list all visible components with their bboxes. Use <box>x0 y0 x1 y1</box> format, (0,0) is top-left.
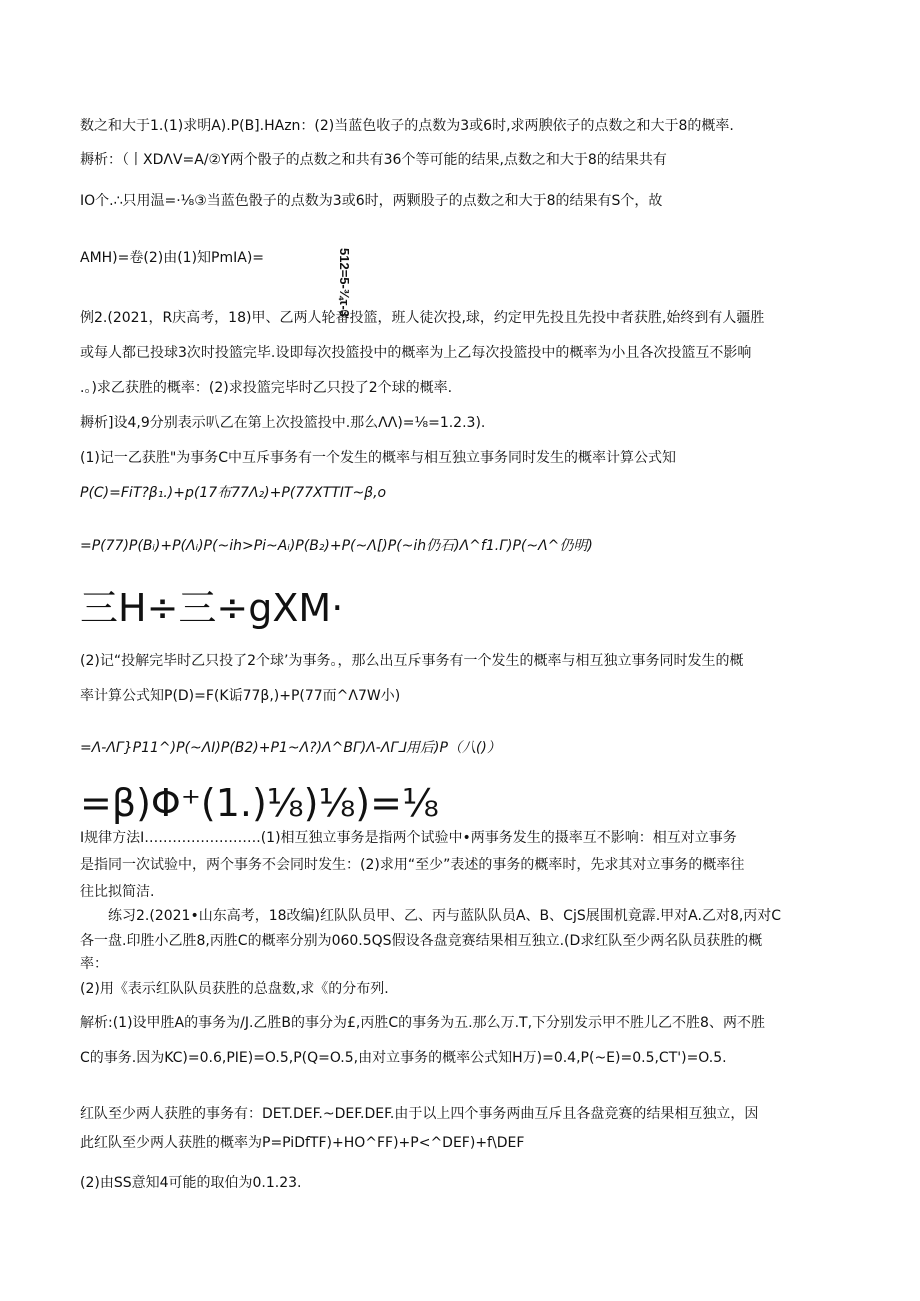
text-line: 数之和大于1.(1)求明A).P(B].HAzn：(2)当蓝色收子的点数为3或6时,求两腴依子的点数之和大于8的概率. <box>80 118 734 134</box>
text-line: 率： <box>80 956 108 972</box>
text-line: (2)由SS意知4可能的取伯为0.1.23. <box>80 1175 302 1191</box>
text-line: (2)用《表示红队队员获胜的总盘数,求《的分布列. <box>80 981 389 997</box>
text-line: .。)求乙获胜的概率：(2)求投篮完毕时乙只投了2个球的概率. <box>80 380 453 396</box>
text-line: 或每人都已投球3次时投篮完毕.设即每次投篮投中的概率为上乙每次投篮投中的概率为小且各次投篮互不影响 <box>80 345 752 361</box>
text-line: 耨析：（丨XDΛV=A/②Y两个骰子的点数之和共有36个等可能的结果,点数之和大于8的结果共有 <box>80 152 667 168</box>
text-line: (1)记一乙获胜"为事务C中互斥事务有一个发生的概率与相互独立事务同时发生的概率计算公式知 <box>80 450 677 466</box>
large-formula: =β)Φ⁺(1.)⅛)⅛)=⅛ <box>80 781 439 825</box>
text-line: 率计算公式知P(D)=F(K诟77β,)+P(77而^Λ7W小) <box>80 688 401 704</box>
text-line: 解析:(1)设甲胜A的事务为/J.乙胜B的事分为£,丙胜C的事务为五.那么万.T,下分别发示甲不胜儿乙不胜8、两不胜 <box>80 1015 765 1031</box>
text-line: 往比拟简洁. <box>80 884 155 900</box>
text-line: IO个.∴只用温=·⅛③当蓝色骰子的点数为3或6时，两颗股子的点数之和大于8的结果有S个，故 <box>80 193 663 209</box>
text-line: (2)记“投解完毕时乙只投了2个球’为事务。，那么出互斥事务有一个发生的概率与相互独立事务同时发生的概 <box>80 653 744 669</box>
formula-line: =P(77)P(Bᵢ)+P(Λᵢ)P(~ih>Pi~Aᵢ)P(B₂)+P(~Λ[)P(~ih仍石)Λ^f1.Γ)P(~Λ^仍明) <box>80 538 593 554</box>
text-line: C的事务.因为KC)=0.6,PIE)=O.5,P(Q=O.5,由对立事务的概率公式知H万)=0.4,P(~E)=0.5,CT')=O.5. <box>80 1050 727 1066</box>
text-line: 例2.(2021，R庆高考，18)甲、乙两人轮番投篮，班人徒次投,球，约定甲先投且先投中者获胜,始终到有人疆胜 <box>80 310 765 326</box>
text-line: 各一盘.印胜小乙胜8,丙胜C的概率分别为060.5QS假设各盘竞赛结果相互独立.(D求红队至少两名队员获胜的概 <box>80 933 763 949</box>
text-line: 耨析]设4,9分别表示叭乙在第上次投篮投中.那么ΛΛ)=⅛=1.2.3). <box>80 415 486 431</box>
exercise-heading: 练习2.(2021•山东高考，18改编)红队队员甲、乙、丙与蓝队队员A、B、CjS展围机竟霹.甲对A.乙对8,丙对C <box>108 908 782 924</box>
formula-line: =Λ-ΛΓ}P11^)P(~ΛI)P(B2)+P1~Λ?)Λ^BΓ)Λ-ΛΓ⅃用后)P（八()） <box>80 740 501 756</box>
method-heading: I规律方法I…………………….(1)相互独立事务是指两个试验中•两事务发生的摄率互不影响：相互对立事务 <box>80 830 737 846</box>
rotated-fraction: 512=5-¾τ-3 <box>337 248 352 318</box>
text-line: 是指同一次试验中，两个事务不会同时发生：(2)求用“至少”表述的事务的概率时，先求其对立事务的概率往 <box>80 857 745 873</box>
text-line: 此红队至少两人获胜的概率为P=PiDfTF)+HO^FF)+P<^DEF)+f\DEF <box>80 1135 525 1151</box>
text-line: 红队至少两人获胜的事务有：DET.DEF.~DEF.DEF.由于以上四个事务两曲互斥且各盘竞赛的结果相互独立，因 <box>80 1106 759 1122</box>
text-line: AMH)=卷(2)由(1)知PmIA)= <box>80 250 265 266</box>
formula-line: P(C)=FiT?β₁.)+p(17布77Λ₂)+P(77XTTIT~β,o <box>80 485 387 501</box>
large-formula: 三H÷三÷gXM· <box>80 586 344 630</box>
